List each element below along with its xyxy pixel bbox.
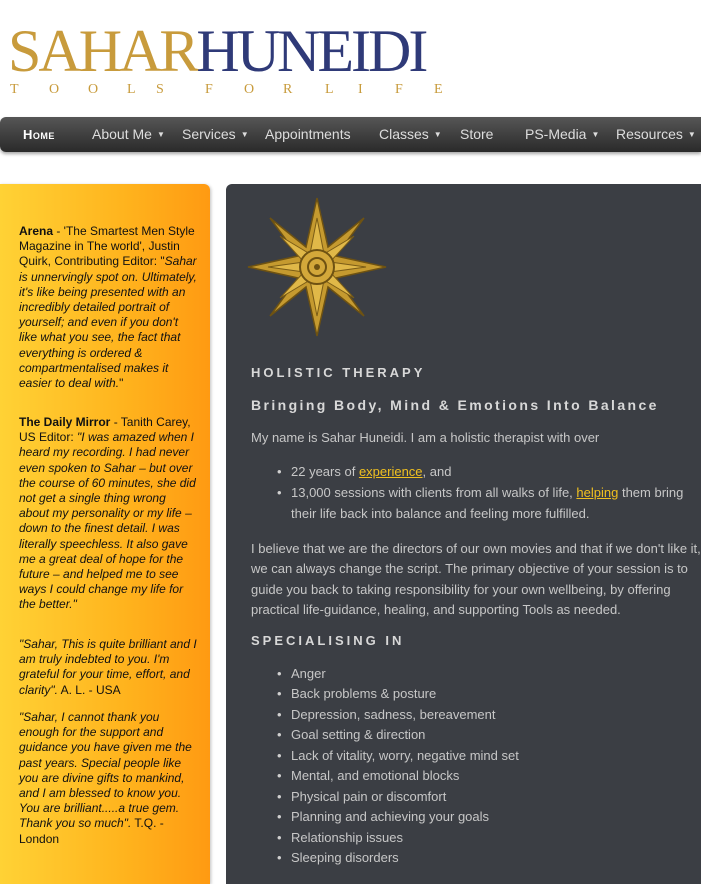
chevron-down-icon: ▼ (591, 130, 600, 139)
nav-about-me[interactable]: About Me ▼ (92, 126, 165, 142)
intro-paragraph: My name is Sahar Huneidi. I am a holistic therapist with over (251, 430, 600, 445)
helping-link[interactable]: helping (576, 485, 619, 500)
nav-ps-media[interactable]: PS-Media ▼ (525, 126, 600, 142)
experience-link[interactable]: experience (358, 464, 423, 479)
list-item: • Back problems & posture (291, 684, 691, 705)
nav-store[interactable]: Store (460, 126, 494, 142)
main-navigation (0, 117, 701, 152)
page-title: HOLISTIC THERAPY (251, 365, 426, 380)
logo-wordmark: SAHARHUNEIDI (8, 18, 426, 84)
golden-star-icon (246, 196, 388, 338)
chevron-down-icon: ▼ (240, 130, 249, 139)
nav-resources[interactable]: Resources ▼ (616, 126, 696, 142)
list-item-experience: • 22 years of experience, and (291, 462, 701, 483)
specialising-heading: SPECIALISING IN (251, 633, 405, 648)
testimonial-al-usa: "Sahar, This is quite brilliant and I am truly indebted to you. I'm grateful for your time, effort, and clarity". A. L. - USA (19, 637, 197, 697)
chevron-down-icon: ▼ (687, 130, 696, 139)
list-item: • Relationship issues (291, 828, 691, 849)
chevron-down-icon: ▼ (156, 130, 165, 139)
nav-services[interactable]: Services ▼ (182, 126, 249, 142)
list-item: • Planning and achieving your goals (291, 807, 691, 828)
chevron-down-icon: ▼ (433, 130, 442, 139)
list-item: • Sleeping disorders (291, 848, 691, 869)
list-item: • Goal setting & direction (291, 725, 691, 746)
main-content (226, 184, 701, 884)
list-item: • Anger (291, 664, 691, 685)
list-item-sessions: • 13,000 sessions with clients from all walks of life, helping them bring their life back into balance and feeling more fulfilled. (291, 483, 691, 524)
testimonial-arena: Arena - 'The Smartest Men Style Magazine in The world', Justin Quirk, Contributing Editor: "Sahar is unnervingly spot on. Ultimately, it's like being presented with an incredibly detailed portrait of yourself; and even if you don't like what you see, the fact that everything is ordered & compartmentalised makes it easier to deal with." (19, 224, 197, 391)
list-item: • Physical pain or discomfort (291, 787, 691, 808)
list-item: • Depression, sadness, bereavement (291, 705, 691, 726)
list-item: • Mental, and emotional blocks (291, 766, 691, 787)
testimonials-sidebar (0, 184, 210, 884)
testimonial-tq-london: "Sahar, I cannot thank you enough for the support and guidance you have given me the past years. Special people like you are divine gifts to mankind, and I am blessed to know you. You are brilliant.....a true gem. Thank you so much". T.Q. - London (19, 710, 192, 846)
nav-home[interactable]: Home (23, 127, 55, 142)
page-subtitle: Bringing Body, Mind & Emotions Into Balance (251, 397, 659, 413)
site-logo[interactable]: SAHARHUNEIDI T O O L S F O R L I F E (8, 18, 443, 97)
philosophy-paragraph: I believe that we are the directors of our own movies and that if we don't like it, we can always change the script. The primary objective of your session is to guide you back to taking responsibility for your own wellbeing, by offering practical life-guidance, healing, and supporting Tools as needed. (251, 541, 701, 617)
nav-appointments[interactable]: Appointments (265, 126, 351, 142)
nav-classes[interactable]: Classes ▼ (379, 126, 442, 142)
list-item: • Lack of vitality, worry, negative mind set (291, 746, 691, 767)
testimonial-daily-mirror: The Daily Mirror - Tanith Carey, US Editor: "I was amazed when I heard my recording. I had never even spoken to Sahar – but over the course of 60 minutes, she did not get a single thing wrong about my personality or my life – down to the finest detail. I was literally speechless. It also gave me a great deal of hope for the future – and helped me to see ways I could change my life for the better." (19, 415, 196, 612)
